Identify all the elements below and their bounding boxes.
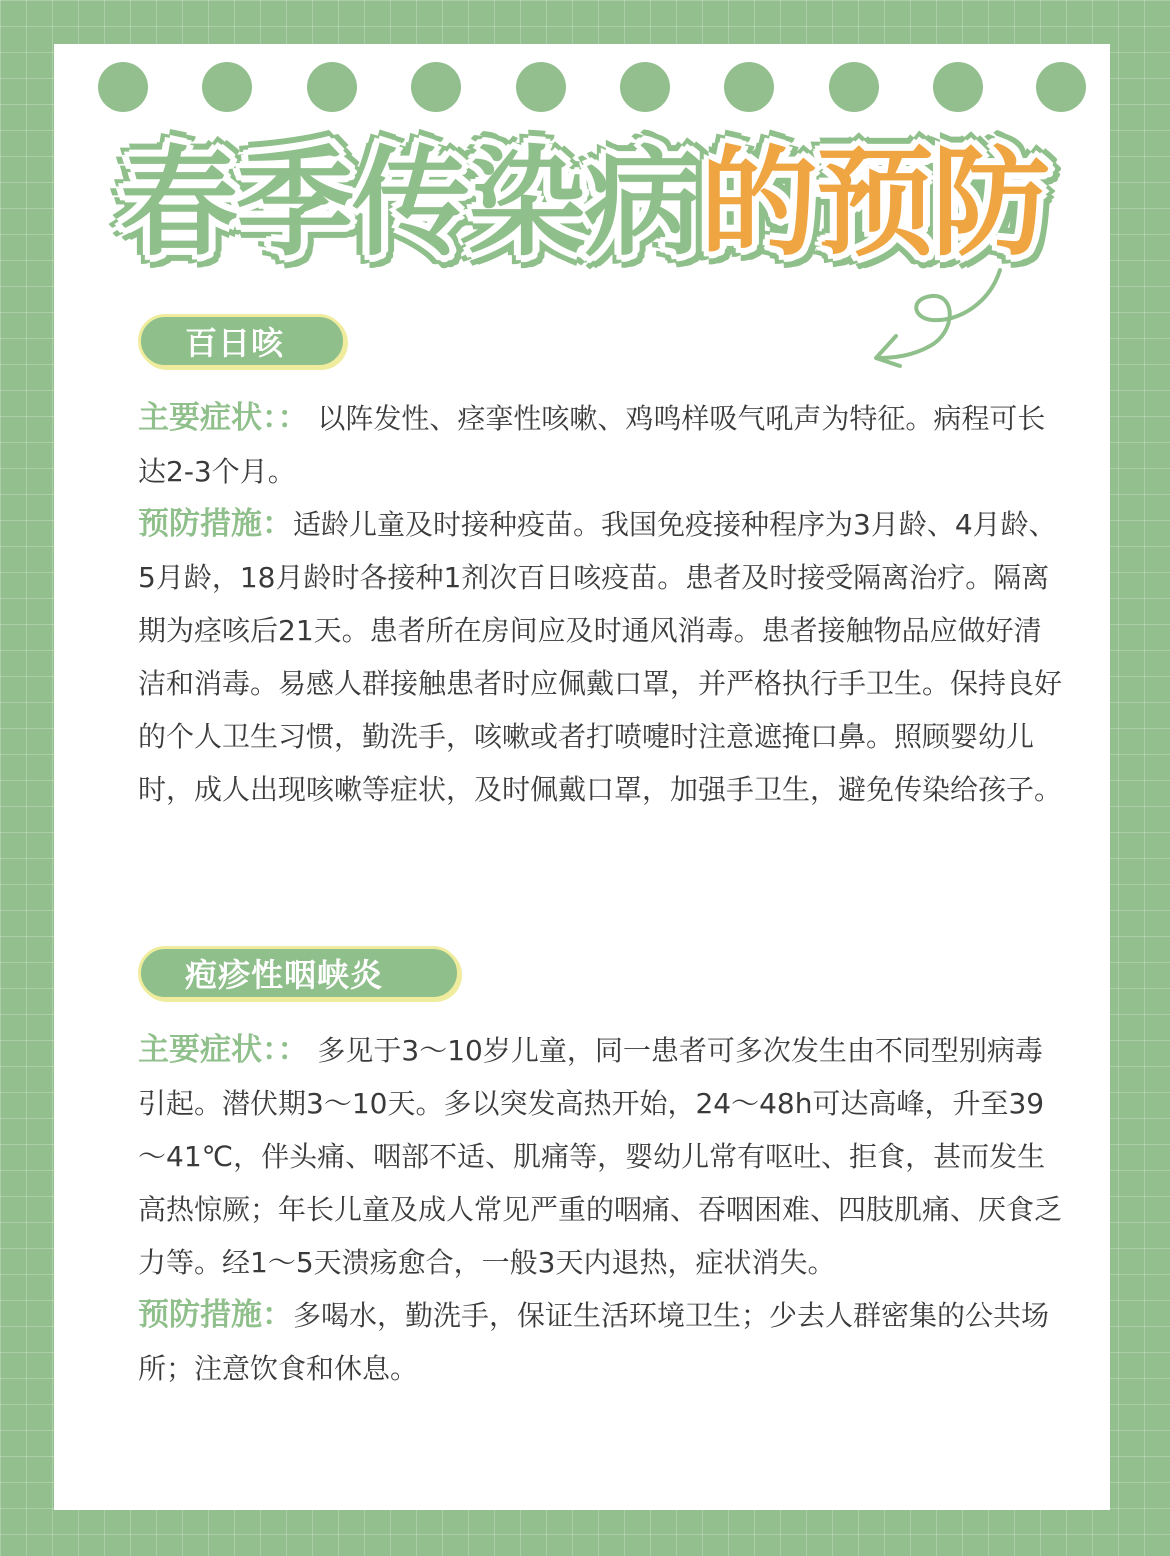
section-tag-herpangina xyxy=(138,946,460,1000)
prevention-label: 预防措施： xyxy=(138,1297,293,1333)
prevention-paragraph xyxy=(138,498,1068,816)
binder-hole xyxy=(411,62,461,112)
binder-holes xyxy=(98,62,1088,116)
curly-arrow-icon xyxy=(860,262,1020,372)
symptom-label: 主要症状： xyxy=(138,1032,278,1068)
binder-hole xyxy=(1036,62,1086,112)
page-title xyxy=(64,128,1104,278)
title-part-green: 春季传染病 xyxy=(119,134,700,272)
symptom-text: 以阵发性、痉挛性咳嗽、鸡鸣样吸气吼声为特征。病程可长达2-3个月。 xyxy=(138,402,1046,488)
binder-hole xyxy=(620,62,670,112)
section-tag-label: 疱疹性咽峡炎 xyxy=(185,956,384,994)
binder-hole xyxy=(933,62,983,112)
prevention-text: 多喝水，勤洗手，保证生活环境卫生；少去人群密集的公共场所；注意饮食和休息。 xyxy=(138,1299,1050,1385)
binder-hole xyxy=(98,62,148,112)
binder-hole xyxy=(829,62,879,112)
symptom-label: 主要症状： xyxy=(138,400,278,436)
section-tag-pertussis xyxy=(138,314,346,368)
section-herpangina xyxy=(138,1024,1068,1395)
binder-hole xyxy=(202,62,252,112)
symptom-paragraph xyxy=(138,392,1068,498)
prevention-text: 适龄儿童及时接种疫苗。我国免疫接种程序为3月龄、4月龄、5月龄，18月龄时各接种1剂次百日咳疫苗。患者及时接受隔离治疗。隔离期为痉咳后21天。患者所在房间应及时通风消毒。患者接触物品应做好清洁和消毒。易感人群接触患者时应佩戴口罩，并严格执行手卫生。保持良好的个人卫生习惯，勤洗手，咳嗽或者打喷嚏时注意遮掩口鼻。照顾婴幼儿时，成人出现咳嗽等症状，及时佩戴口罩，加强手卫生，避免传染给孩子。 xyxy=(138,508,1063,806)
symptom-text: 多见于3～10岁儿童，同一患者可多次发生由不同型别病毒引起。潜伏期3～10天。多以突发高热开始，24～48h可达高峰，升至39～41℃，伴头痛、咽部不适、肌痛等，婴幼儿常有呕吐、拒食，甚而发生高热惊厥；年长儿童及成人常见严重的咽痛、吞咽困难、四肢肌痛、厌食乏力等。经1～5天溃疡愈合，一般3天内退热，症状消失。 xyxy=(138,1034,1063,1279)
symptom-paragraph xyxy=(138,1024,1068,1289)
binder-hole xyxy=(724,62,774,112)
prevention-paragraph xyxy=(138,1289,1068,1395)
symptom-colon: ： xyxy=(277,1032,309,1068)
symptom-colon: ： xyxy=(277,400,309,436)
title-part-orange: 的预防 xyxy=(700,134,1049,272)
section-tag-label: 百日咳 xyxy=(185,324,285,362)
binder-hole xyxy=(516,62,566,112)
prevention-label: 预防措施： xyxy=(138,506,293,542)
binder-hole xyxy=(307,62,357,112)
section-pertussis xyxy=(138,392,1068,816)
